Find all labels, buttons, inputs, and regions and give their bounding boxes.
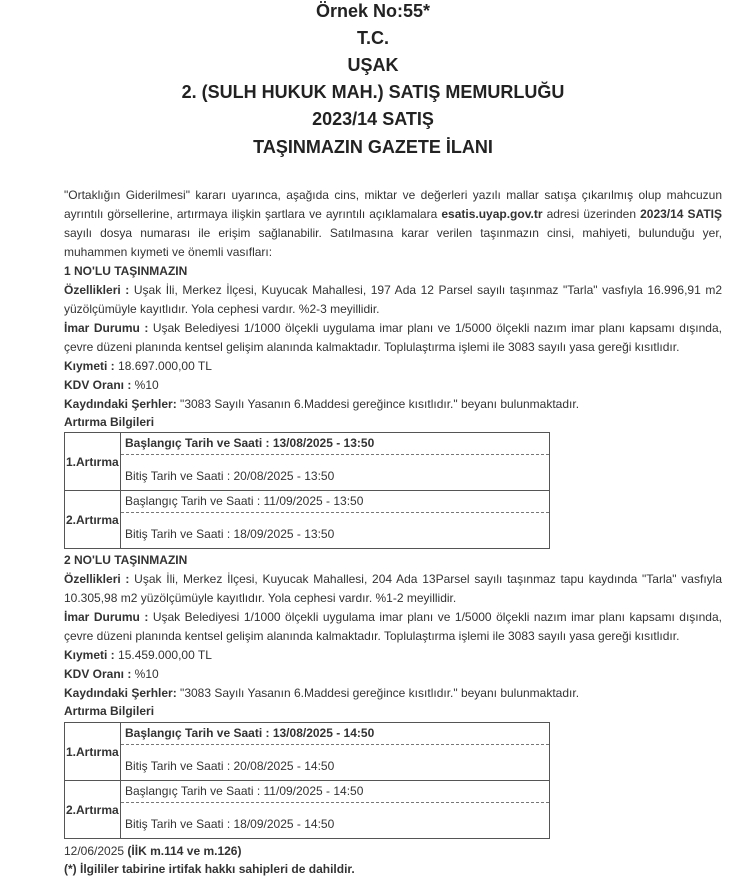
kdv-label: KDV Oranı :	[64, 667, 132, 681]
table-row	[65, 491, 550, 549]
value-label: Kıymeti :	[64, 648, 115, 662]
auction-label: 1.Artırma	[65, 723, 121, 781]
kdv-text: %10	[131, 378, 159, 392]
auction-start: Başlangıç Tarih ve Saati : 13/08/2025 - 13:50	[121, 433, 549, 455]
office-heading: 2. (SULH HUKUK MAH.) SATIŞ MEMURLUĞU	[181, 82, 565, 102]
property-2-annotation	[64, 684, 579, 703]
property-1-title: 1 NO'LU TAŞINMAZIN	[64, 264, 188, 278]
file-heading: 2023/14 SATIŞ	[312, 109, 434, 129]
footer-note: (*) İlgililer tabirine irtifak hakkı sahipleri de dahildir.	[64, 862, 355, 876]
kdv-label: KDV Oranı :	[64, 378, 132, 392]
property-1-auction-heading: Artırma Bilgileri	[64, 415, 155, 429]
intro-text: sayılı dosya numarası ile erişim sağlanabilir. Satılmasına karar verilen taşınmazın cinsi, mahiyeti, bulunduğu yer, muhammen kıymeti ve önemli vasıfları:	[64, 226, 722, 259]
property-1-features	[64, 281, 722, 319]
country-heading: T.C.	[356, 28, 389, 48]
property-2-zoning	[64, 608, 722, 646]
document-title: TAŞINMAZIN GAZETE İLANI	[253, 137, 493, 157]
intro-text: "Ortaklığın Giderilmesi" kararı uyarınca, aşağıda cins, miktar ve değerleri yazılı mallar satışa çıkarılmış olup mahcuzun ayrıntılı görsellerine, artırmaya ilişkin şartlara ve ayrıntılı açıklamalara	[64, 188, 722, 221]
city-heading: UŞAK	[347, 55, 399, 75]
annotation-text: "3083 Sayılı Yasanın 6.Maddesi gereğince kısıtlıdır." beyanı bulunmaktadır.	[176, 686, 580, 700]
property-2-kdv	[64, 665, 159, 684]
table-row	[65, 723, 550, 781]
auction-end: Bitiş Tarih ve Saati : 20/08/2025 - 14:50	[125, 759, 335, 773]
annotation-text: "3083 Sayılı Yasanın 6.Maddesi gereğince kısıtlıdır." beyanı bulunmaktadır.	[176, 397, 580, 411]
annotation-label: Kaydındaki Şerhler:	[64, 397, 177, 411]
auction-end: Bitiş Tarih ve Saati : 18/09/2025 - 14:50	[125, 817, 335, 831]
auction-end: Bitiş Tarih ve Saati : 20/08/2025 - 13:50	[125, 469, 335, 483]
auction-label: 1.Artırma	[65, 433, 121, 491]
zoning-text: Uşak Belediyesi 1/1000 ölçekli uygulama imar planı ve 1/5000 ölçekli nazım imar planı kapsamı dışında, çevre düzeni planında kentsel gelişim alanında kalmaktadır. Toplulaştırma işlemi ile 3083 sayılı yasa gereği kısıtlıdır.	[64, 610, 722, 643]
table-row	[65, 433, 550, 491]
auction-dates	[121, 781, 550, 839]
auction-dates	[121, 433, 550, 491]
zoning-label: İmar Durumu :	[64, 610, 149, 624]
property-2-auction-table	[64, 722, 550, 839]
property-2-features	[64, 570, 722, 608]
esatis-link[interactable]: esatis.uyap.gov.tr	[441, 207, 543, 221]
value-text: 18.697.000,00 TL	[114, 359, 212, 373]
intro-paragraph	[64, 186, 722, 262]
auction-dates	[121, 723, 550, 781]
announcement-date: 12/06/2025	[64, 844, 128, 858]
value-label: Kıymeti :	[64, 359, 115, 373]
property-2-auction-heading: Artırma Bilgileri	[64, 704, 155, 718]
law-reference: (İİK m.114 ve m.126)	[127, 844, 242, 858]
auction-start: Başlangıç Tarih ve Saati : 11/09/2025 - 13:50	[121, 491, 549, 513]
property-1-kdv	[64, 376, 159, 395]
features-text: Uşak İli, Merkez İlçesi, Kuyucak Mahallesi, 197 Ada 12 Parsel sayılı taşınmaz "Tarla" vasfıyla 16.996,91 m2 yüzölçümüyle kayıtlıdır. Yola cephesi vardır. %2-3 meyillidir.	[64, 283, 722, 316]
auction-end: Bitiş Tarih ve Saati : 18/09/2025 - 13:50	[125, 527, 335, 541]
property-1-value	[64, 357, 212, 376]
value-text: 15.459.000,00 TL	[114, 648, 212, 662]
auction-start: Başlangıç Tarih ve Saati : 13/08/2025 - 14:50	[121, 723, 549, 745]
auction-label: 2.Artırma	[65, 781, 121, 839]
auction-dates	[121, 491, 550, 549]
features-text: Uşak İli, Merkez İlçesi, Kuyucak Mahallesi, 204 Ada 13Parsel sayılı taşınmaz tapu kaydında "Tarla" vasfıyla 10.305,98 m2 yüzölçümüyle kayıtlıdır. Yola cephesi vardır. %1-2 meyillidir.	[64, 572, 722, 605]
property-1-annotation	[64, 395, 579, 414]
property-1-auction-table	[64, 432, 550, 549]
table-row	[65, 781, 550, 839]
features-label: Özellikleri :	[64, 572, 130, 586]
file-number: 2023/14 SATIŞ	[640, 207, 722, 221]
property-2-value	[64, 646, 212, 665]
zoning-label: İmar Durumu :	[64, 321, 149, 335]
example-number: Örnek No:55*	[315, 1, 431, 21]
footer-date-line	[64, 842, 241, 861]
property-1-zoning	[64, 319, 722, 357]
annotation-label: Kaydındaki Şerhler:	[64, 686, 177, 700]
features-label: Özellikleri :	[64, 283, 130, 297]
intro-text: adresi üzerinden	[542, 207, 641, 221]
auction-label: 2.Artırma	[65, 491, 121, 549]
kdv-text: %10	[131, 667, 159, 681]
auction-start: Başlangıç Tarih ve Saati : 11/09/2025 - 14:50	[121, 781, 549, 803]
property-2-title: 2 NO'LU TAŞINMAZIN	[64, 553, 188, 567]
zoning-text: Uşak Belediyesi 1/1000 ölçekli uygulama imar planı ve 1/5000 ölçekli nazım imar planı kapsamı dışında, çevre düzeni planında kentsel gelişim alanında kalmaktadır. Toplulaştırma işlemi ile 3083 sayılı yasa gereği kısıtlıdır.	[64, 321, 722, 354]
